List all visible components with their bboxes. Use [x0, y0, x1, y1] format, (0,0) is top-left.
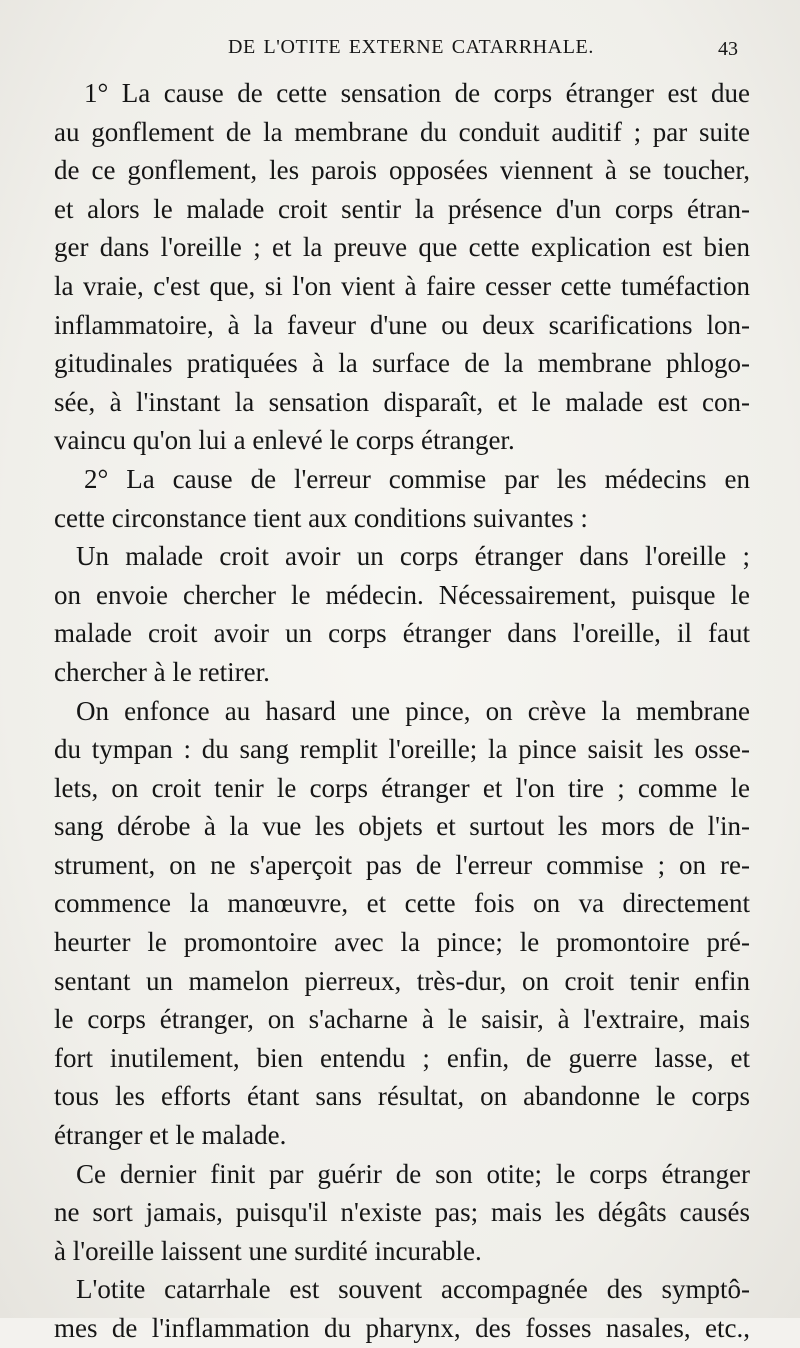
text-line: la vraie, c'est que, si l'on vient à faire cesser cette tuméfaction: [54, 270, 750, 301]
running-title: DE L'OTITE EXTERNE CATARRHALE.: [228, 36, 594, 58]
text-line: sée, à l'instant la sensation disparaît, et le malade est con-: [54, 386, 750, 417]
text-line: 1° La cause de cette sensation de corps étranger est due: [84, 78, 750, 108]
text-line: 2° La cause de l'erreur commise par les médecins en: [84, 463, 750, 494]
text-line: et alors le malade croit sentir la présence d'un corps étran-: [54, 193, 750, 224]
text-line: étranger et le malade.: [54, 1120, 287, 1151]
text-line: gitudinales pratiquées à la surface de la membrane phlogo-: [54, 348, 750, 379]
text-line: inflammatoire, à la faveur d'une ou deux scarifications lon-: [54, 309, 750, 340]
text-line: malade croit avoir un corps étranger dans l'oreille, il faut: [54, 618, 750, 649]
text-line: lets, on croit tenir le corps étranger et l'on tire ; comme le: [54, 772, 750, 803]
text-line: au gonflement de la membrane du conduit auditif ; par suite: [54, 116, 750, 147]
paragraph-4: [54, 692, 750, 1155]
paragraph-2: [54, 460, 750, 537]
text-line: commence la manœuvre, et cette fois on va directement: [54, 888, 750, 919]
text-line: heurter le promontoire avec la pince; le promontoire pré-: [54, 927, 750, 958]
text-line: mes de l'inflammation du pharynx, des fosses nasales, etc.,: [54, 1313, 750, 1343]
page-header: [0, 36, 800, 72]
text-line: ger dans l'oreille ; et la preuve que cette explication est bien: [54, 232, 750, 263]
text-line: le corps étranger, on s'acharne à le saisir, à l'extraire, mais: [54, 1004, 750, 1035]
page-number: 43: [718, 38, 738, 60]
paragraph-6: [54, 1270, 750, 1347]
text-line: fort inutilement, bien entendu ; enfin, de guerre lasse, et: [54, 1042, 750, 1073]
text-line: strument, on ne s'aperçoit pas de l'erreur commise ; on re-: [54, 849, 750, 880]
text-line: on envoie chercher le médecin. Nécessairement, puisque le: [54, 579, 750, 610]
text-line: sang dérobe à la vue les objets et surtout les mors de l'in-: [54, 811, 750, 842]
text-line: Un malade croit avoir un corps étranger dans l'oreille ;: [76, 541, 750, 572]
paragraph-5: [54, 1155, 750, 1271]
text-line: On enfonce au hasard une pince, on crève la membrane: [76, 695, 750, 726]
text-line: de ce gonflement, les parois opposées viennent à se toucher,: [54, 155, 750, 186]
body-text: [54, 74, 750, 1348]
text-line: Ce dernier finit par guérir de son otite; le corps étranger: [76, 1158, 750, 1189]
text-line: ne sort jamais, puisqu'il n'existe pas; mais les dégâts causés: [54, 1197, 750, 1228]
text-line: à l'oreille laissent une surdité incurable.: [54, 1235, 482, 1266]
text-line: chercher à le retirer.: [54, 656, 270, 687]
text-line: du tympan : du sang remplit l'oreille; la pince saisit les osse-: [54, 734, 750, 765]
text-line: tous les efforts étant sans résultat, on abandonne le corps: [54, 1081, 750, 1112]
text-line: vaincu qu'on lui a enlevé le corps étranger.: [54, 425, 515, 456]
paragraph-1: [54, 74, 750, 460]
text-line: sentant un mamelon pierreux, très-dur, on croit tenir enfin: [54, 965, 750, 996]
paragraph-3: [54, 537, 750, 691]
text-line: cette circonstance tient aux conditions suivantes :: [54, 502, 588, 533]
text-line: L'otite catarrhale est souvent accompagnée des symptô-: [76, 1274, 750, 1305]
